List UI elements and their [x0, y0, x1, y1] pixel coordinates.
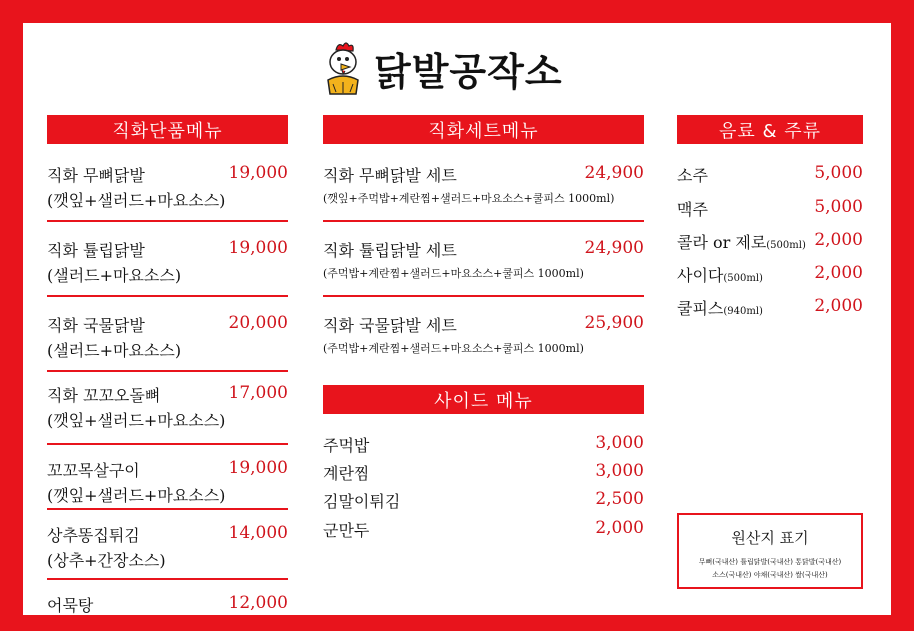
menu-item — [323, 489, 644, 512]
item-description: (샐러드+마요소스) — [47, 341, 182, 360]
menu-item — [677, 296, 863, 319]
item-name: 김말이튀김 — [323, 492, 401, 511]
brand-name: 닭발공작소 — [374, 49, 563, 94]
item-price: 2,000 — [814, 296, 863, 316]
menu-item — [323, 433, 644, 456]
section-header-side: 사이드 메뉴 — [323, 385, 644, 414]
item-name: 군만두 — [323, 521, 370, 540]
item-name: 상추똥집튀김 — [47, 526, 140, 545]
item-price: 24,900 — [584, 238, 644, 258]
item-name: 맥주 — [677, 200, 708, 219]
item-price: 3,000 — [595, 461, 644, 481]
item-price: 5,000 — [814, 163, 863, 183]
item-price: 17,000 — [228, 383, 288, 403]
divider — [47, 443, 288, 445]
menu-item — [677, 230, 863, 253]
item-description: (주먹밥+계란찜+샐러드+마요소스+쿨피스 1000ml) — [323, 342, 584, 355]
menu-item — [323, 313, 644, 356]
menu-item — [47, 313, 288, 361]
item-price: 24,900 — [584, 163, 644, 183]
menu-item — [323, 461, 644, 484]
menu-item — [323, 163, 644, 206]
item-description: (샐러드+마요소스) — [47, 266, 182, 285]
item-description: (상추+간장소스) — [47, 551, 166, 570]
item-name: 직화 무뼈닭발 — [47, 166, 145, 185]
item-price: 2,000 — [595, 518, 644, 538]
item-name: 직화 튤립닭발 — [47, 241, 145, 260]
divider — [323, 295, 644, 297]
menu-item — [323, 238, 644, 281]
item-price: 2,000 — [814, 230, 863, 250]
origin-title: 원산지 표기 — [731, 529, 809, 547]
item-name: 어묵탕 — [47, 596, 94, 615]
item-description: (깻잎+주먹밥+계란찜+샐러드+마요소스+쿨피스 1000ml) — [323, 192, 615, 205]
origin-line: 무뼈(국내산) 튤립닭발(국내산) 통닭발(국내산) — [698, 558, 842, 566]
divider — [47, 220, 288, 222]
menu-item — [47, 163, 288, 211]
item-name: 꼬꼬목살구이 — [47, 461, 140, 480]
divider — [47, 370, 288, 372]
item-price: 19,000 — [228, 458, 288, 478]
item-name: 직화 무뼈닭발 세트 — [323, 166, 457, 185]
item-name: 주먹밥 — [323, 436, 370, 455]
item-price: 19,000 — [228, 163, 288, 183]
menu-item — [47, 523, 288, 571]
item-description: (깻잎+샐러드+마요소스) — [47, 191, 226, 210]
item-name: 직화 국물닭발 — [47, 316, 145, 335]
divider — [323, 220, 644, 222]
menu-item — [47, 458, 288, 506]
section-header-set: 직화세트메뉴 — [323, 115, 644, 144]
menu-item — [677, 197, 863, 220]
item-name: 소주 — [677, 166, 708, 185]
brand-logo — [318, 40, 563, 96]
origin-notice-box — [677, 513, 863, 589]
item-name: 사이다(500ml) — [677, 266, 763, 285]
menu-item — [677, 263, 863, 286]
divider — [47, 295, 288, 297]
item-price: 19,000 — [228, 238, 288, 258]
item-description: (깻잎+샐러드+마요소스) — [47, 411, 226, 430]
section-header-drinks: 음료 & 주류 — [677, 115, 863, 144]
item-price: 20,000 — [228, 313, 288, 333]
menu-item — [677, 163, 863, 186]
item-price: 14,000 — [228, 523, 288, 543]
menu-item — [47, 593, 288, 616]
menu-item — [47, 383, 288, 431]
divider — [47, 508, 288, 510]
menu-item — [323, 518, 644, 541]
rooster-mascot-icon — [318, 40, 368, 96]
divider — [47, 578, 288, 580]
item-price: 3,000 — [595, 433, 644, 453]
item-name: 직화 튤립닭발 세트 — [323, 241, 457, 260]
item-price: 2,500 — [595, 489, 644, 509]
item-description: (깻잎+샐러드+마요소스) — [47, 486, 226, 505]
item-price: 5,000 — [814, 197, 863, 217]
item-price: 25,900 — [584, 313, 644, 333]
item-name: 쿨피스(940ml) — [677, 299, 763, 318]
origin-line: 소스(국내산) 야채(국내산) 쌀(국내산) — [712, 571, 828, 579]
menu-item — [47, 238, 288, 286]
item-price: 12,000 — [228, 593, 288, 613]
item-price: 2,000 — [814, 263, 863, 283]
item-name: 직화 국물닭발 세트 — [323, 316, 457, 335]
section-header-single: 직화단품메뉴 — [47, 115, 288, 144]
item-name: 직화 꼬꼬오돌뼈 — [47, 386, 161, 405]
item-name: 계란찜 — [323, 464, 370, 483]
item-name: 콜라 or 제로(500ml) — [677, 233, 806, 252]
item-description: (주먹밥+계란찜+샐러드+마요소스+쿨피스 1000ml) — [323, 267, 584, 280]
